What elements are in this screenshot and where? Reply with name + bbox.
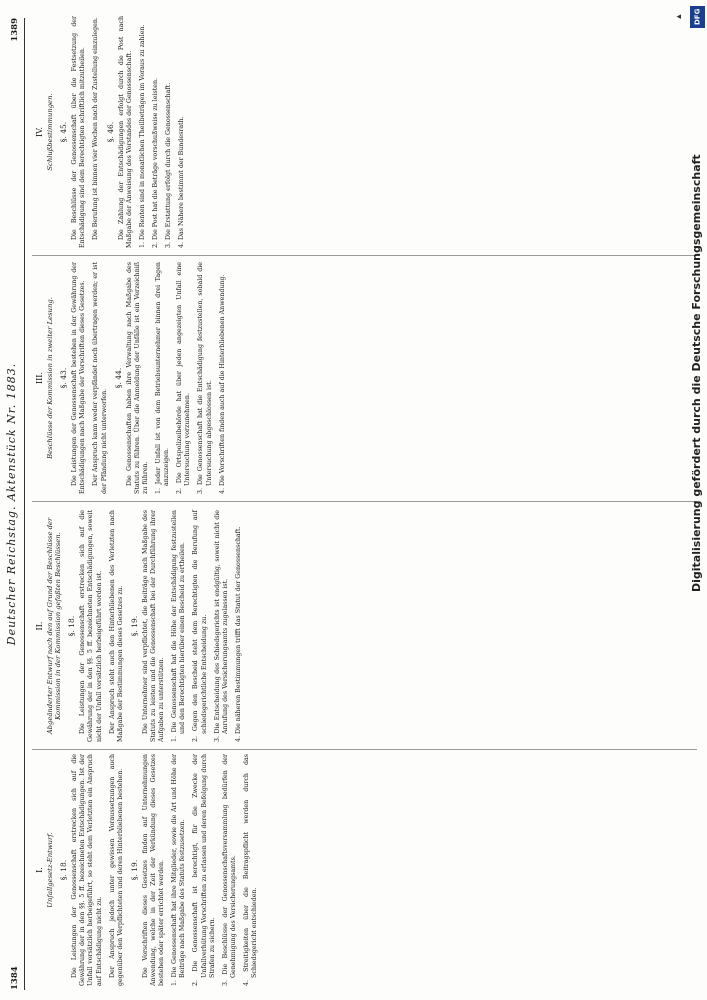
paragraph-number: §. 19. — [129, 615, 139, 637]
page-title: Deutscher Reichstag. Aktenstück Nr. 1883. — [5, 362, 18, 646]
section-heading: Schlußbestimmungen. — [46, 93, 55, 171]
paragraph-text: 1. Die Genossenschaft hat ihre Mitglieder, sowie die Art und Höhe der Beiträge nach Maßgabe des Statuts festzusetzen. — [171, 754, 187, 986]
paragraph-number: §. 46. — [105, 121, 115, 143]
page-number-right: 1389 — [10, 18, 20, 42]
paragraph-number: §. 19. — [129, 859, 139, 881]
paragraph-text: 4. Das Nähere bestimmt der Bundesrath. — [178, 116, 186, 248]
paragraph-number: §. 18. — [59, 859, 69, 881]
page-number-left: 1384 — [10, 966, 20, 990]
text-column — [32, 262, 232, 494]
paragraph-text: 4. Streitigkeiten über die Beitragspflicht werden durch das Schiedsgericht entschieden. — [242, 754, 258, 986]
corner-arrow-icon: ◂ — [676, 12, 681, 22]
paragraph-text: 1. Die Genossenschaft hat die Höhe der Entschädigung festzustellen und den Berechtigten hierüber einen Bescheid zu ertheilen. — [171, 510, 187, 742]
paragraph-number: §. 45. — [59, 121, 69, 143]
paragraph-text: 4. Die näheren Bestimmungen trifft das Statut der Genossenschaft. — [234, 526, 242, 742]
paragraph-text: 2. Die Genossenschaft ist berechtigt, für die Zwecke der Unfallverhütung Vorschriften zu erlassen und deren Befolgung durch Strafen zu sichern. — [192, 754, 216, 986]
paragraph-text: 2. Die Post hat die Beträge vorschußweise zu leisten. — [151, 77, 159, 248]
text-column — [32, 754, 264, 986]
section-heading: Unfallgesetz-Entwurf. — [46, 832, 55, 908]
section-number: II. — [35, 621, 44, 631]
text-column — [32, 16, 191, 248]
paragraph-text: 2. Gegen den Bescheid steht dem Berechtigten die Berufung auf schiedsgerichtliche Entscheidung zu. — [192, 510, 208, 742]
paragraph-text: 1. Jeder Unfall ist von dem Betriebsunternehmer binnen drei Tagen anzuzeigen. — [155, 262, 171, 494]
paragraph-text: 3. Die Erstattung erfolgt durch die Genossenschaft. — [165, 82, 173, 248]
paragraph-text: Die Genossenschaften haben ihre Verwaltung nach Maßgabe des Statuts zu führen. Über die Anmeldung der Unfälle ist ein Verzeichniß zu führen. — [125, 262, 149, 494]
paragraph-text: Die Leistungen der Genossenschaft bestehen in der Gewährung der Entschädigungen nach Maßgabe der Vorschriften dieses Gesetzes. — [71, 262, 87, 494]
paragraph-text: Die Vorschriften dieses Gesetzes finden auf Unternehmungen Anwendung, welche in der Zeit der Verkündung dieses Gesetzes bestehen oder später errichtet werden. — [141, 754, 166, 986]
paragraph-text: Die Berufung ist binnen vier Wochen nach der Zustellung einzulegen. — [92, 17, 100, 240]
paragraph-number: §. 44. — [113, 367, 123, 389]
paragraph-text: Die Zahlung der Entschädigungen erfolgt durch die Post nach Maßgabe der Anweisung des Vorstandes der Genossenschaft. — [117, 16, 133, 248]
section-heading: Abgeänderter Entwurf nach den auf Grund der Beschlüsse der Kommission in der Kommission gefaßten Beschlüssen. — [46, 517, 63, 735]
paragraph-text: Der Anspruch kann weder verpfändet noch übertragen werden; er ist der Pfändung nicht unterworfen. — [92, 262, 108, 494]
paragraph-text: 1. Die Renten sind in monatlichen Theilbeträgen im Voraus zu zahlen. — [138, 24, 146, 248]
paragraph-text: Der Anspruch steht auch den Hinterbliebenen des Verletzten nach Maßgabe der Bestimmungen dieses Gesetzes zu. — [108, 510, 124, 742]
page-header — [5, 18, 24, 990]
dfg-logo-icon: DFG — [690, 6, 705, 28]
paragraph-text: 3. Die Entscheidung des Schiedsgerichts ist endgültig, soweit nicht die Anrufung des Versicherungsamts zugelassen ist. — [213, 510, 229, 742]
paragraph-text: 4. Die Vorschriften finden auch auf die Hinterbliebenen Anwendung. — [218, 274, 226, 494]
paragraph-text: 2. Die Ortspolizeibehörde hat über jeden angezeigten Unfall eine Untersuchung vorzunehmen. — [176, 262, 192, 494]
paragraph-text: 3. Die Genossenschaft hat die Entschädigung festzustellen, sobald die Untersuchung abgeschlossen ist. — [197, 262, 213, 494]
paragraph-text: Die Unternehmer sind verpflichtet, die Beiträge nach Maßgabe des Statuts zu leisten und die Genossenschaft bei der Durchführung ihrer Aufgaben zu unterstützen. — [141, 510, 166, 742]
section-number: IV. — [35, 126, 44, 138]
paragraph-text: Die Beschlüsse der Genossenschaft über die Festsetzung der Entschädigung sind dem Berechtigten schriftlich mitzutheilen. — [71, 16, 87, 248]
text-column — [32, 510, 248, 742]
section-number: I. — [35, 867, 44, 873]
paragraph-number: §. 18. — [67, 615, 77, 637]
funding-credit: Digitalisierung gefördert durch die Deutsche Forschungsgemeinschaft — [690, 154, 703, 592]
section-heading: Beschlüsse der Kommission in zweiter Lesung. — [46, 297, 55, 459]
dfg-banner — [687, 0, 707, 1000]
paragraph-text: Der Anspruch jedoch unter gewissen Voraussetzungen auch gegenüber den Verpflichteten und deren Hinterbliebenen bestehen. — [108, 754, 124, 986]
paragraph-text: Die Leistungen der Genossenschaft erstrecken sich auf die Gewährung der in den §§. 5 ff. bezeichneten Entschädigungen, soweit nicht der Unfall vorsätzlich herbeigeführt worden ist. — [79, 510, 103, 742]
paragraph-text: Die Leistungen der Genossenschaft erstrecken sich auf die Gewährung der in den §§. 5 ff. bezeichneten Entschädigungen. Ist der Unfall vorsätzlich herbeigeführt, so steht dem Verletzten ein Anspruch auf Entschädigung nicht zu. — [71, 754, 103, 986]
section-number: III. — [35, 371, 44, 385]
column-divider — [32, 255, 697, 256]
column-divider — [32, 501, 697, 502]
column-divider — [32, 749, 697, 750]
header-rule — [24, 18, 25, 990]
paragraph-number: §. 43. — [59, 367, 69, 389]
paragraph-text: 3. Die Beschlüsse der Genossenschaftsversammlung bedürfen der Genehmigung des Versicherungsamts. — [221, 754, 237, 986]
